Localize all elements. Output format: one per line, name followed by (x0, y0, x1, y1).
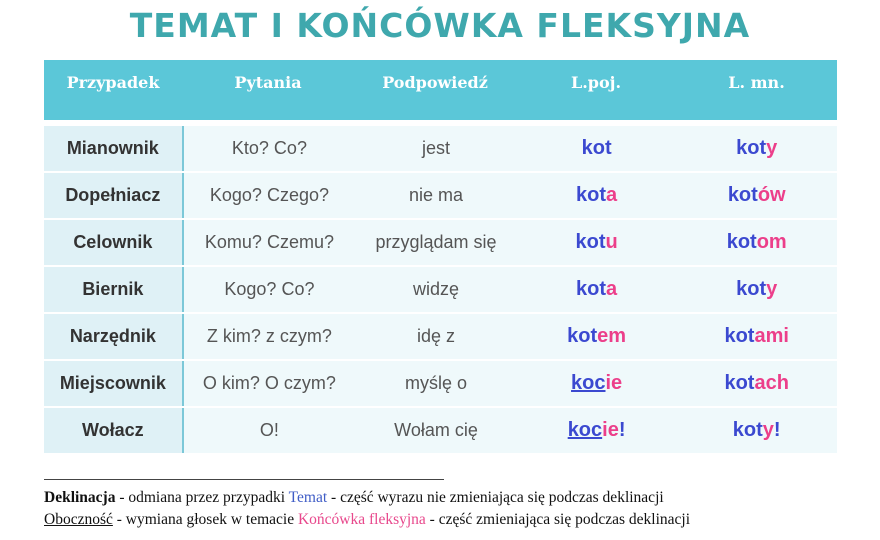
word-stem: kot (732, 419, 763, 441)
table-row (44, 314, 837, 361)
plural-form-cell (676, 314, 837, 359)
word-stem: koc (571, 372, 606, 394)
table-row (44, 126, 837, 173)
hint-cell: Wołam cię (355, 408, 517, 453)
definition-text: - wymiana głosek w temacie (112, 511, 298, 528)
word-stem: kot (576, 184, 607, 206)
case-cell: Narzędnik (44, 314, 184, 359)
word-ending: ach (754, 372, 789, 394)
question-cell: Kto? Co? (184, 126, 356, 171)
question-cell: Kogo? Co? (184, 267, 356, 312)
singular-form-cell (517, 173, 677, 218)
exclamation-mark: ! (773, 419, 781, 441)
header-singular: L.poj. (570, 73, 622, 92)
case-cell: Mianownik (44, 126, 184, 171)
case-cell: Celownik (44, 220, 184, 265)
word-stem: kot (575, 231, 606, 253)
singular-form-cell (517, 267, 677, 312)
header-plural: L. mn. (728, 73, 785, 92)
word-stem: kot (736, 137, 767, 159)
word-stem: kot (724, 372, 755, 394)
word-ending: y (762, 419, 774, 441)
hint-cell: jest (355, 126, 517, 171)
singular-form-cell (517, 126, 677, 171)
word-stem: kot (736, 278, 767, 300)
term-deklinacja: Deklinacja (44, 489, 116, 506)
word-ending: ie (602, 419, 619, 441)
hint-cell: idę z (355, 314, 517, 359)
table-body (44, 126, 837, 455)
term-temat: Temat (288, 489, 328, 506)
word-stem: kot (576, 278, 607, 300)
exclamation-mark: ! (618, 419, 626, 441)
singular-form-cell (517, 361, 677, 406)
hint-cell: widzę (355, 267, 517, 312)
word-stem: koc (567, 419, 603, 441)
word-ending: a (606, 184, 618, 206)
plural-form-cell (676, 267, 837, 312)
header-question: Pytania (234, 73, 302, 92)
table-row (44, 220, 837, 267)
header-case: Przypadek (66, 73, 160, 92)
singular-form-cell (517, 314, 677, 359)
plural-form-cell (676, 173, 837, 218)
table-header (44, 60, 837, 120)
table-row (44, 267, 837, 314)
page-title: TEMAT I KOŃCÓWKA FLEKSYJNA (129, 6, 751, 45)
case-cell: Wołacz (44, 408, 184, 453)
definition-text: - część wyrazu nie zmieniająca się podczas deklinacji (327, 489, 664, 506)
word-ending: u (605, 231, 618, 253)
singular-form-cell (517, 220, 677, 265)
table-row (44, 361, 837, 408)
definition-text: - odmiana przez przypadki (115, 489, 289, 506)
table-row (44, 408, 837, 455)
definition-line-1 (44, 487, 880, 509)
word-ending: a (606, 278, 618, 300)
hint-cell: nie ma (355, 173, 517, 218)
plural-form-cell (676, 361, 837, 406)
question-cell: Kogo? Czego? (184, 173, 356, 218)
question-cell: O! (184, 408, 356, 453)
definition-line-2 (44, 509, 880, 531)
word-stem: kot (581, 137, 612, 159)
word-ending: ie (605, 372, 623, 394)
case-cell: Dopełniacz (44, 173, 184, 218)
term-koncowka: Końcówka fleksyjna (297, 511, 426, 528)
word-ending: em (597, 325, 627, 347)
term-obocznosc: Oboczność (44, 511, 113, 528)
plural-form-cell (676, 408, 837, 453)
case-cell: Biernik (44, 267, 184, 312)
definition-text: - część zmieniająca się podczas deklinacji (425, 511, 691, 528)
declension-table (44, 60, 837, 455)
case-cell: Miejscownik (44, 361, 184, 406)
plural-form-cell (676, 126, 837, 171)
hint-cell: myślę o (355, 361, 517, 406)
singular-form-cell (517, 408, 677, 453)
word-ending: ami (754, 325, 789, 347)
question-cell: Z kim? z czym? (184, 314, 356, 359)
word-ending: y (766, 278, 778, 300)
word-stem: kot (726, 231, 757, 253)
question-cell: Komu? Czemu? (184, 220, 356, 265)
hint-cell: przyglądam się (355, 220, 517, 265)
definitions (44, 487, 880, 531)
divider (44, 479, 444, 480)
word-stem: kot (567, 325, 598, 347)
word-stem: kot (727, 184, 758, 206)
word-ending: y (766, 137, 778, 159)
word-ending: om (756, 231, 787, 253)
header-hint: Podpowiedź (382, 73, 488, 92)
word-ending: ów (757, 184, 786, 206)
question-cell: O kim? O czym? (184, 361, 356, 406)
table-row (44, 173, 837, 220)
word-stem: kot (724, 325, 755, 347)
plural-form-cell (676, 220, 837, 265)
